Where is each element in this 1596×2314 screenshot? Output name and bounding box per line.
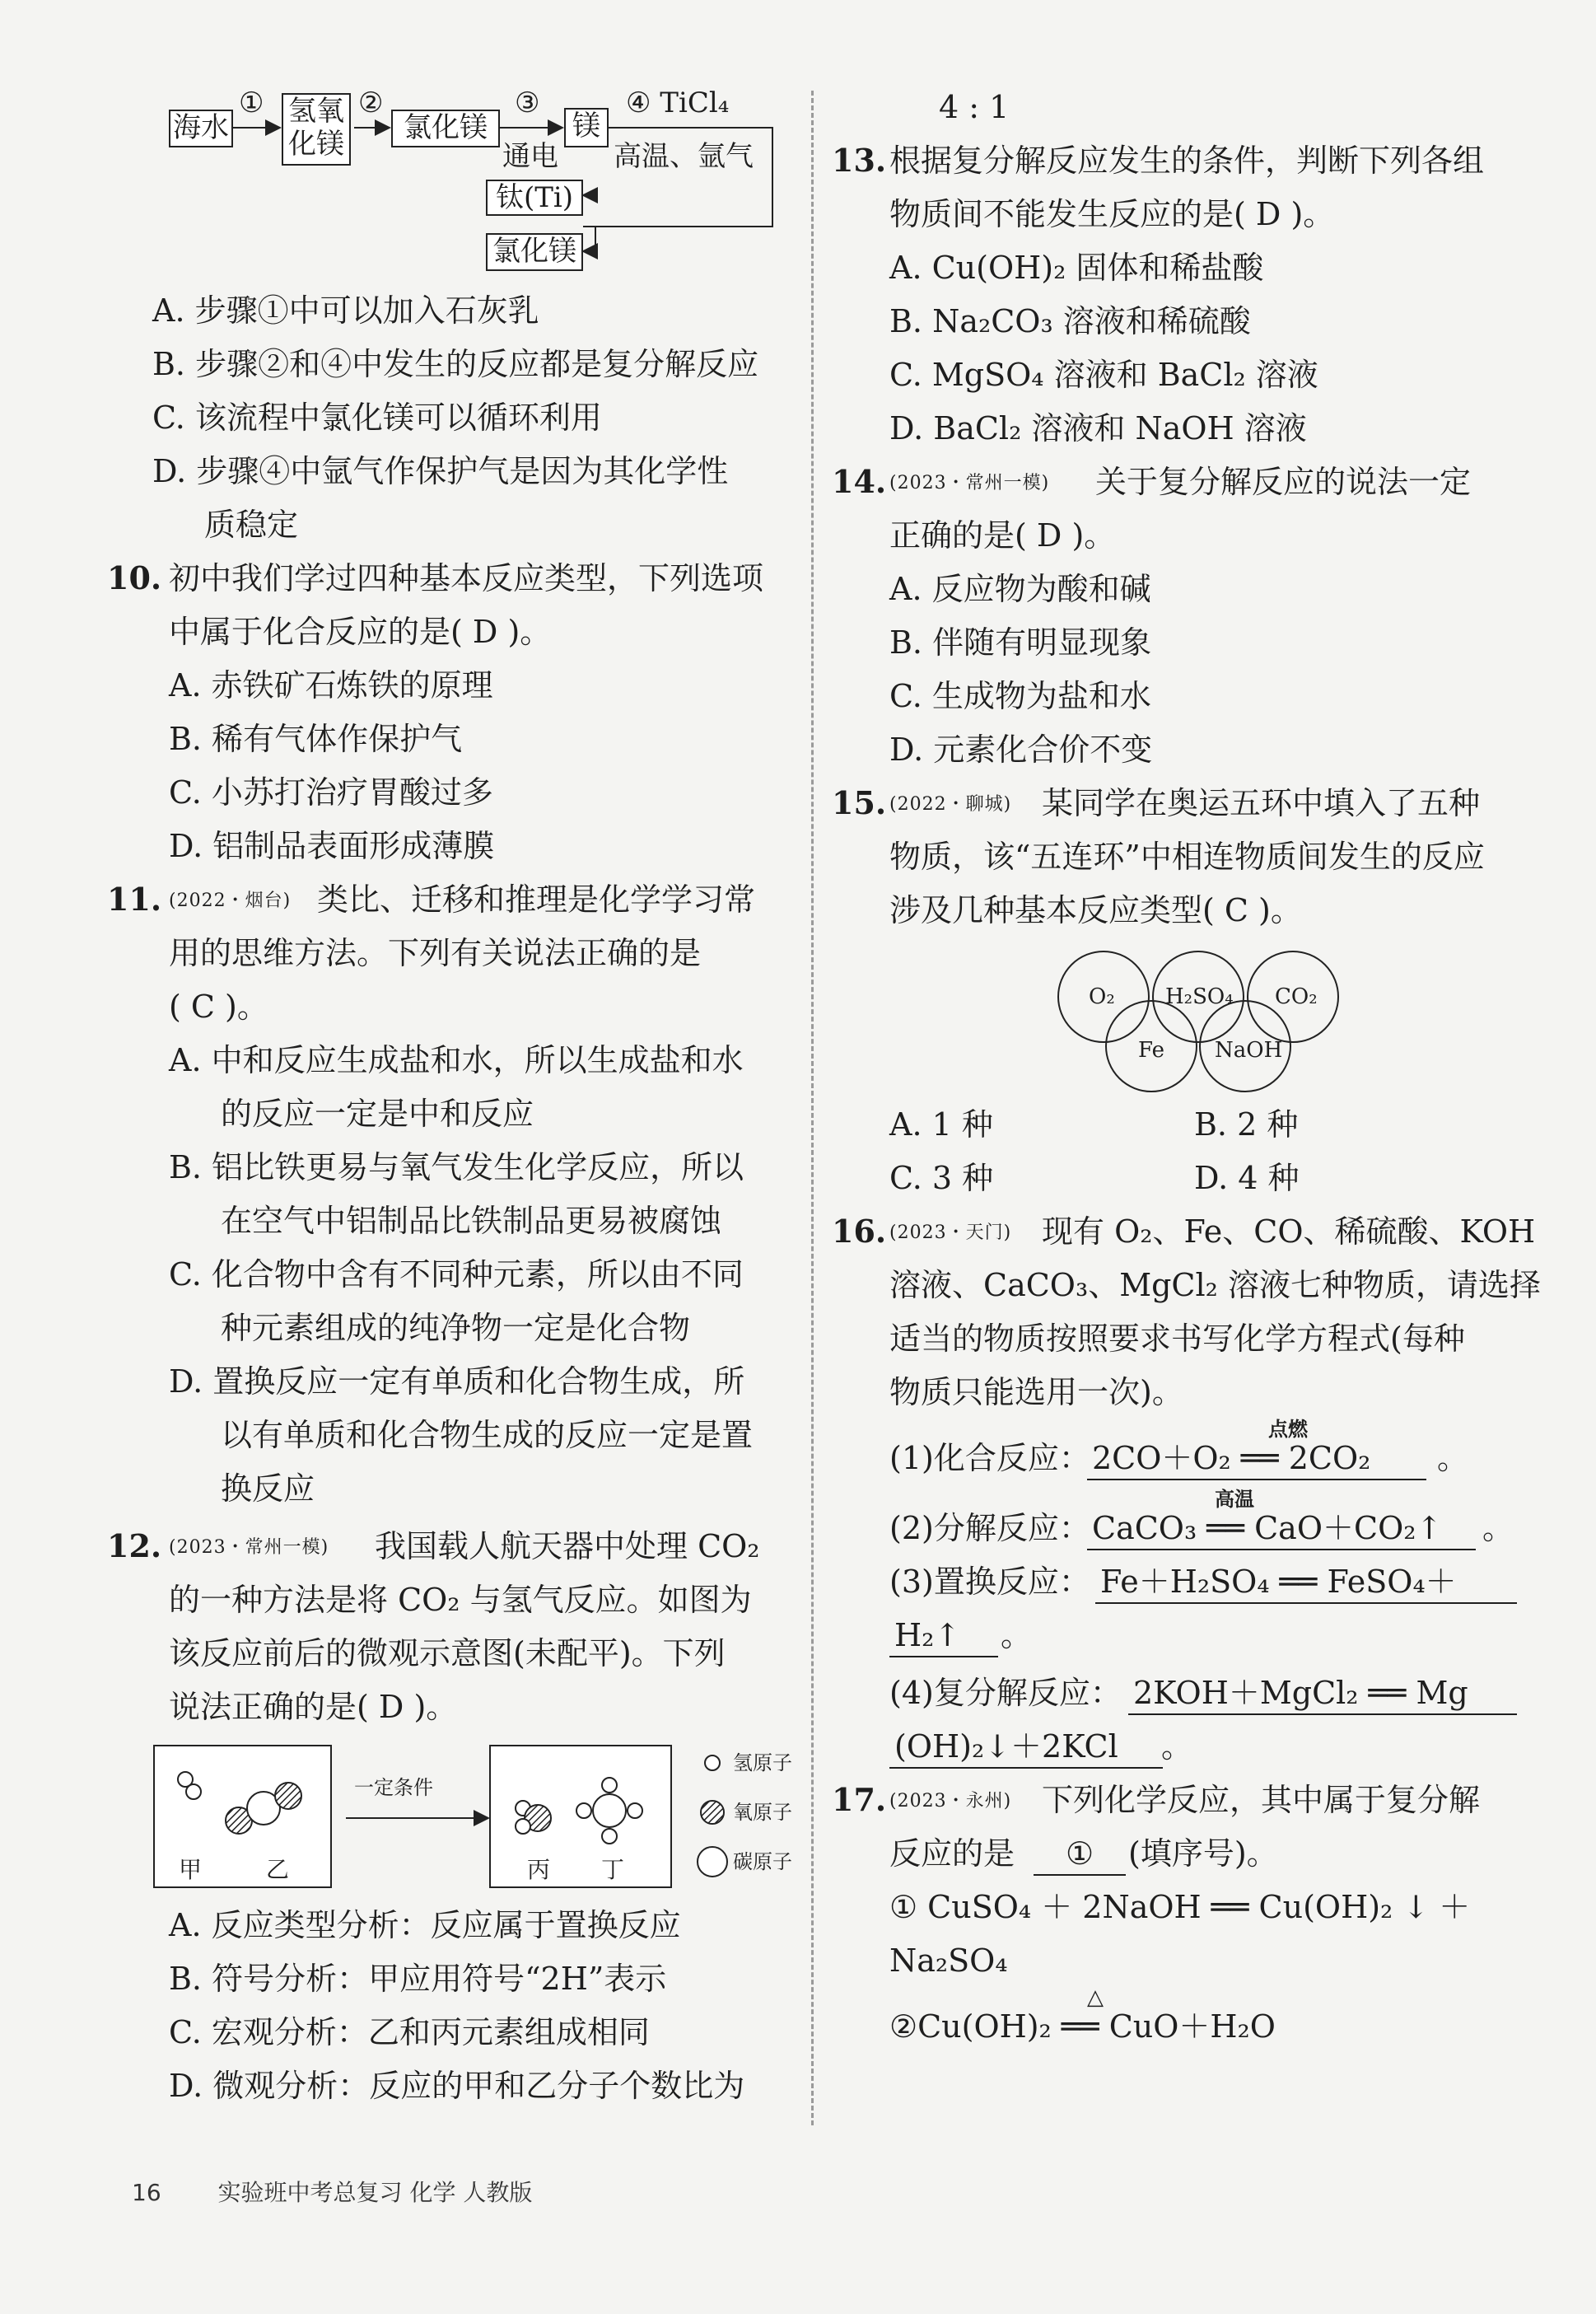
q16-part4-end: 。 xyxy=(1161,1728,1193,1765)
q17-stem-line1: 下列化学反应，其中属于复分解 xyxy=(1042,1782,1481,1818)
step-4-condition: 高温、氩气 xyxy=(614,140,754,173)
q13-number: 13. xyxy=(832,142,887,179)
q16-part3-label: (3)置换反应： xyxy=(889,1564,1090,1600)
q11-option-b-line2: 在空气中铝制品比铁制品更易被腐蚀 xyxy=(221,1203,722,1239)
q12-option-a: A. 反应类型分析：反应属于置换反应 xyxy=(169,1907,681,1943)
q10-option-a: A. 赤铁矿石炼铁的原理 xyxy=(169,667,493,704)
q12-option-b: B. 符号分析：甲应用符号“2H”表示 xyxy=(169,1961,667,1997)
q11-stem-line2: 用的思维方法。下列有关说法正确的是 xyxy=(169,935,702,971)
q13-option-a: A. Cu(OH)₂ 固体和稀盐酸 xyxy=(889,250,1264,286)
q13-option-c: C. MgSO₄ 溶液和 BaCl₂ 溶液 xyxy=(889,357,1318,393)
label-bing: 丙 xyxy=(527,1856,551,1883)
q12-stem-line2: 的一种方法是将 CO₂ 与氢气反应。如图为 xyxy=(169,1582,752,1618)
q13-option-d: D. BaCl₂ 溶液和 NaOH 溶液 xyxy=(889,410,1307,446)
q10-stem-line2: 中属于化合反应的是( D )。 xyxy=(169,614,552,650)
hydroxide-box: 氢氧化镁 xyxy=(282,93,351,166)
q12-option-c: C. 宏观分析：乙和丙元素组成相同 xyxy=(169,2014,650,2050)
q11-option-d-line1: D. 置换反应一定有单质和化合物生成，所 xyxy=(169,1363,745,1400)
q10-option-b: B. 稀有气体作保护气 xyxy=(169,721,463,757)
q12-option-d-line1: D. 微观分析：反应的甲和乙分子个数比为 xyxy=(169,2068,745,2104)
ring-label-naoh: NaOH xyxy=(1215,1038,1283,1063)
q15-option-b: B. 2 种 xyxy=(1194,1106,1299,1143)
label-jia: 甲 xyxy=(179,1856,203,1883)
q11-number: 11. xyxy=(107,881,162,918)
titanium-box: 钛(Ti) xyxy=(486,180,583,216)
q16-part4-label: (4)复分解反应： xyxy=(889,1675,1122,1711)
book-title: 实验班中考总复习 化学 人教版 xyxy=(217,2179,533,2206)
q13-option-b: B. Na₂CO₃ 溶液和稀硫酸 xyxy=(889,303,1251,339)
q16-part2-end: 。 xyxy=(1482,1510,1514,1546)
q10-option-d: D. 铝制品表面形成薄膜 xyxy=(169,828,495,864)
q11-option-d-line3: 换反应 xyxy=(221,1470,315,1507)
q17-reaction1-line1: ① CuSO₄ ＋ 2NaOH ══ Cu(OH)₂ ↓ ＋ xyxy=(889,1889,1471,1925)
step-4-label: ④ TiCl₄ xyxy=(626,86,730,119)
q14-option-d: D. 元素化合价不变 xyxy=(889,732,1153,768)
flow-diagram xyxy=(156,78,782,276)
q9-option-a: A. 步骤①中可以加入石灰乳 xyxy=(152,292,539,329)
magnesium-box: 镁 xyxy=(564,108,609,147)
micro-diagram-art xyxy=(152,1742,803,1895)
q16-source: (2023・天门) xyxy=(889,1222,1012,1243)
q11-option-a-line2: 的反应一定是中和反应 xyxy=(221,1096,534,1132)
rings-art xyxy=(1054,947,1367,1100)
label-ding: 丁 xyxy=(601,1856,625,1883)
q17-reaction2-condition: △ xyxy=(1087,1985,1104,2010)
step-3-label: ③ xyxy=(515,86,540,119)
q16-part3-answer-line2: H₂↑ xyxy=(889,1615,998,1657)
q12-stem-line3: 该反应前后的微观示意图(未配平)。下列 xyxy=(169,1635,726,1671)
q14-option-b: B. 伴随有明显现象 xyxy=(889,624,1152,661)
q11-option-b-line1: B. 铝比铁更易与氧气发生化学反应，所以 xyxy=(169,1149,744,1185)
q13-stem-line1: 根据复分解反应发生的条件，判断下列各组 xyxy=(889,143,1485,179)
q16-part1-answer: 2CO＋O₂ ══ 2CO₂ xyxy=(1087,1437,1426,1480)
q17-stem-line2-post: (填序号)。 xyxy=(1128,1835,1278,1872)
page-number: 16 xyxy=(132,2179,161,2206)
q16-part3-end: 。 xyxy=(1001,1617,1033,1653)
step-3-condition: 通电 xyxy=(502,140,558,173)
q17-reaction2: ②Cu(OH)₂ ══ CuO＋H₂O xyxy=(889,2008,1276,2045)
step-1-label: ① xyxy=(239,86,264,119)
q16-stem-line3: 适当的物质按照要求书写化学方程式(每种 xyxy=(889,1321,1465,1357)
q11-source: (2022・烟台) xyxy=(169,891,292,911)
q16-stem-line1: 现有 O₂、Fe、CO、稀硫酸、KOH xyxy=(1042,1213,1536,1250)
ring-label-o2: O₂ xyxy=(1089,984,1115,1009)
q16-part2-label: (2)分解反应： xyxy=(889,1510,1090,1546)
seawater-box: 海水 xyxy=(169,110,233,147)
chloride-box-1: 氯化镁 xyxy=(391,110,500,147)
q9-option-d-line2: 质稳定 xyxy=(204,507,299,543)
legend-carbon: 碳原子 xyxy=(733,1850,792,1873)
q12-option-d-line2: 4 : 1 xyxy=(939,89,1010,125)
step-2-label: ② xyxy=(358,86,384,119)
page-footer xyxy=(132,2175,532,2208)
q16-stem-line2: 溶液、CaCO₃、MgCl₂ 溶液七种物质，请选择 xyxy=(889,1267,1541,1303)
q15-stem-line3: 涉及几种基本反应类型( C )。 xyxy=(889,892,1302,928)
q9-option-c: C. 该流程中氯化镁可以循环利用 xyxy=(152,400,602,436)
label-yi: 乙 xyxy=(266,1856,290,1883)
q16-part3-answer-line1: Fe＋H₂SO₄ ══ FeSO₄＋ xyxy=(1095,1561,1517,1604)
q14-source: (2023・常州一模) xyxy=(889,473,1050,493)
q11-option-c-line1: C. 化合物中含有不同种元素，所以由不同 xyxy=(169,1256,744,1293)
q14-stem-line2: 正确的是( D )。 xyxy=(889,517,1116,554)
q13-stem-line2: 物质间不能发生反应的是( D )。 xyxy=(889,196,1335,232)
q16-part1-end: 。 xyxy=(1437,1440,1469,1476)
q15-source: (2022・聊城) xyxy=(889,794,1012,815)
q17-number: 17. xyxy=(832,1781,887,1818)
ring-label-co2: CO₂ xyxy=(1275,984,1318,1009)
q12-stem-line1: 我国载人航天器中处理 CO₂ xyxy=(375,1528,760,1564)
q16-part2-condition: 高温 xyxy=(1215,1488,1254,1511)
q15-number: 15. xyxy=(832,784,887,821)
q17-source: (2023・永州) xyxy=(889,1791,1012,1811)
ring-label-h2so4: H₂SO₄ xyxy=(1165,984,1234,1009)
q15-stem-line2: 物质，该“五连环”中相连物质间发生的反应 xyxy=(889,839,1485,875)
chloride-box-2: 氯化镁 xyxy=(486,233,583,271)
q12-number: 12. xyxy=(107,1527,162,1564)
q11-option-c-line2: 种元素组成的纯净物一定是化合物 xyxy=(221,1310,691,1346)
legend-hydrogen: 氢原子 xyxy=(733,1751,792,1774)
q9-option-d-line1: D. 步骤④中氩气作保护气是因为其化学性 xyxy=(152,453,729,489)
q9-option-b: B. 步骤②和④中发生的反应都是复分解反应 xyxy=(152,346,759,382)
q17-answer: ① xyxy=(1034,1833,1126,1876)
olympic-rings-diagram xyxy=(1054,947,1367,1100)
q16-part4-answer-line2: (OH)₂↓＋2KCl xyxy=(889,1726,1163,1769)
q15-option-c: C. 3 种 xyxy=(889,1160,994,1196)
q15-stem-line1: 某同学在奥运五环中填入了五种 xyxy=(1042,785,1481,821)
q12-stem-line4: 说法正确的是( D )。 xyxy=(169,1689,458,1725)
legend-oxygen: 氧原子 xyxy=(733,1801,792,1824)
q11-stem-line1: 类比、迁移和推理是化学学习常 xyxy=(317,881,756,918)
q11-option-d-line2: 以有单质和化合物生成的反应一定是置 xyxy=(221,1417,754,1453)
q12-source: (2023・常州一模) xyxy=(169,1537,329,1558)
q11-stem-line3: ( C )。 xyxy=(169,989,268,1025)
condition-label: 一定条件 xyxy=(354,1776,433,1799)
q14-option-a: A. 反应物为酸和碱 xyxy=(889,571,1151,607)
q10-stem-line1: 初中我们学过四种基本反应类型，下列选项 xyxy=(169,560,764,596)
column-divider xyxy=(811,91,814,2125)
q16-part2-answer: CaCO₃ ══ CaO＋CO₂↑ xyxy=(1087,1508,1476,1550)
q14-option-c: C. 生成物为盐和水 xyxy=(889,678,1151,714)
q16-part4-answer-line1: 2KOH＋MgCl₂ ══ Mg xyxy=(1128,1672,1517,1715)
q17-stem-line2-pre: 反应的是 xyxy=(889,1835,1015,1872)
q17-reaction1-line2: Na₂SO₄ xyxy=(889,1942,1008,1979)
q16-part1-condition: 点燃 xyxy=(1268,1418,1308,1441)
ring-label-fe: Fe xyxy=(1138,1038,1165,1063)
q10-number: 10. xyxy=(107,559,162,596)
q11-option-a-line1: A. 中和反应生成盐和水，所以生成盐和水 xyxy=(169,1042,744,1078)
q16-stem-line4: 物质只能选用一次)。 xyxy=(889,1374,1183,1410)
q14-stem-line1: 关于复分解反应的说法一定 xyxy=(1095,464,1472,500)
q16-number: 16. xyxy=(832,1213,887,1250)
q15-option-d: D. 4 种 xyxy=(1194,1160,1300,1196)
q12-micro-diagram xyxy=(152,1742,803,1895)
q16-part1-label: (1)化合反应： xyxy=(889,1440,1090,1476)
q15-option-a: A. 1 种 xyxy=(889,1106,993,1143)
q14-number: 14. xyxy=(832,463,887,500)
q10-option-c: C. 小苏打治疗胃酸过多 xyxy=(169,774,493,811)
